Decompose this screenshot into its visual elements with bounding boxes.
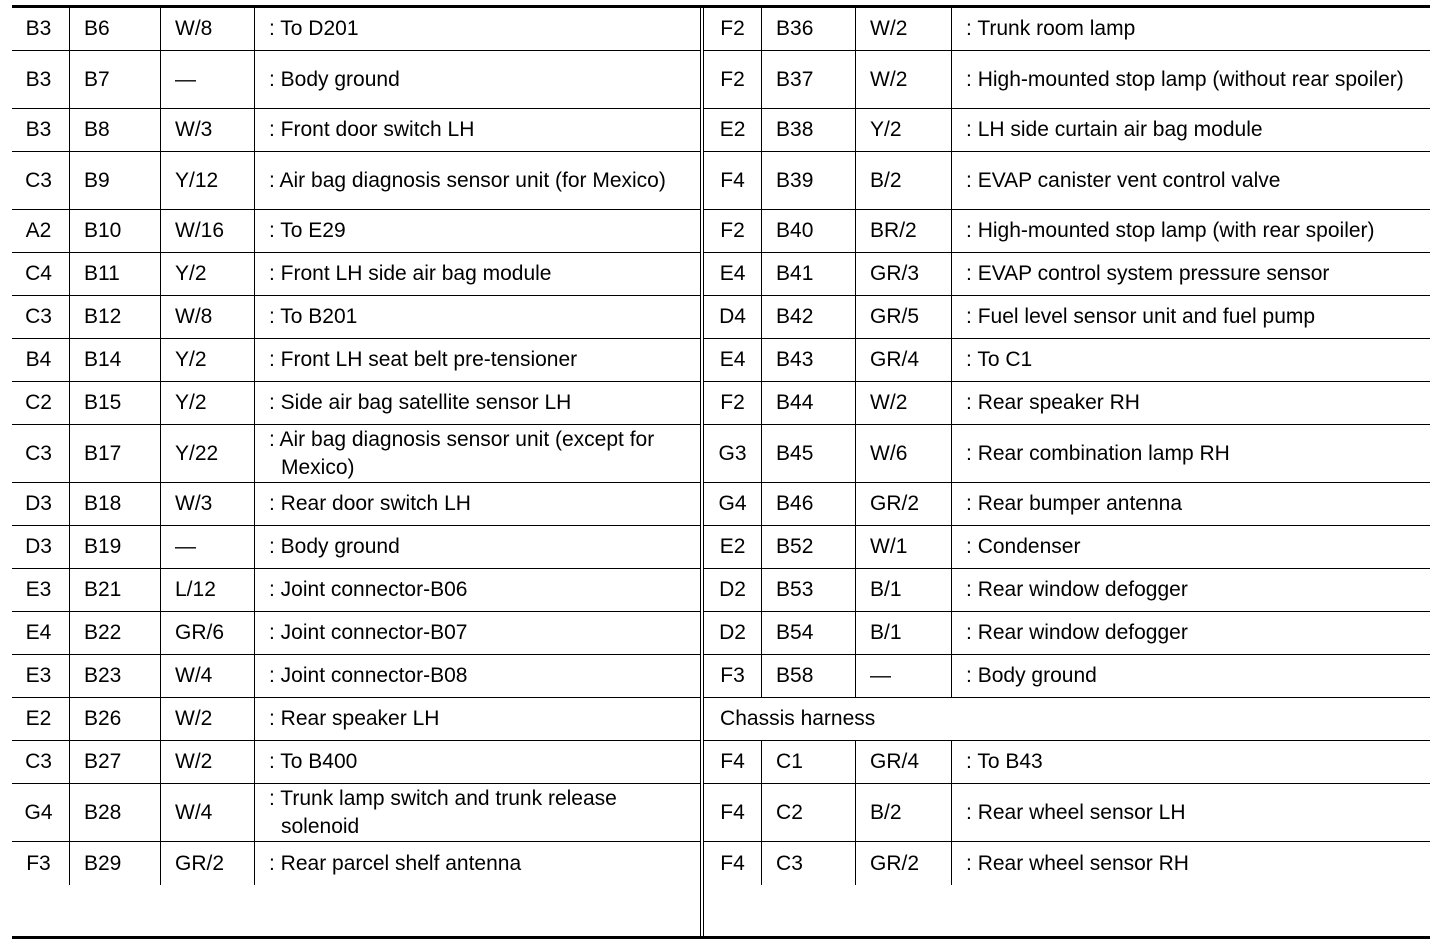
description-text: : Front LH seat belt pre-tensioner: [269, 348, 578, 371]
grid-reference: E4: [12, 612, 70, 654]
description-text: : Rear bumper antenna: [966, 492, 1183, 515]
connector-description: [952, 483, 1430, 525]
description-text: : Rear speaker RH: [966, 391, 1140, 414]
connector-description: [255, 741, 700, 783]
connector-description: [952, 51, 1430, 108]
connector-number: B58: [762, 655, 856, 697]
connector-number: C1: [762, 741, 856, 783]
grid-reference: C4: [12, 253, 70, 295]
grid-reference: F4: [704, 741, 762, 783]
connector-color-pins: GR/6: [161, 612, 255, 654]
connector-number: B54: [762, 612, 856, 654]
table-row: [704, 339, 1430, 382]
connector-description: [952, 339, 1430, 381]
table-row: [12, 253, 700, 296]
table-row: [704, 483, 1430, 526]
grid-reference: G4: [704, 483, 762, 525]
connector-description: [952, 784, 1430, 841]
connector-number: B15: [70, 382, 161, 424]
description-text: : Joint connector-B07: [269, 621, 468, 644]
connector-description: [255, 8, 700, 50]
description-text: : To B201: [269, 305, 358, 328]
connector-color-pins: Y/12: [161, 152, 255, 209]
connector-number: B53: [762, 569, 856, 611]
connector-description: [952, 8, 1430, 50]
connector-color-pins: GR/4: [856, 741, 952, 783]
connector-color-pins: W/6: [856, 425, 952, 482]
connector-description: [255, 425, 700, 482]
description-text: : Side air bag satellite sensor LH: [269, 391, 572, 414]
connector-color-pins: B/1: [856, 569, 952, 611]
connector-color-pins: —: [161, 51, 255, 108]
connector-color-pins: W/8: [161, 8, 255, 50]
connector-number: B19: [70, 526, 161, 568]
connector-color-pins: W/2: [856, 8, 952, 50]
connector-number: B6: [70, 8, 161, 50]
connector-number: B52: [762, 526, 856, 568]
connector-description: [952, 526, 1430, 568]
connector-color-pins: B/1: [856, 612, 952, 654]
connector-list-table: [12, 5, 1430, 939]
connector-description: [255, 569, 700, 611]
table-row: [704, 296, 1430, 339]
connector-color-pins: GR/2: [856, 842, 952, 885]
grid-reference: E2: [704, 526, 762, 568]
table-row: [704, 152, 1430, 210]
table-row: [704, 526, 1430, 569]
table-row: [12, 51, 700, 109]
description-text: : EVAP control system pressure sensor: [966, 262, 1330, 285]
table-row: [704, 382, 1430, 425]
description-text: : Body ground: [269, 535, 400, 558]
grid-reference: E3: [12, 569, 70, 611]
connector-color-pins: Y/2: [856, 109, 952, 151]
table-row: [12, 210, 700, 253]
connector-color-pins: W/4: [161, 655, 255, 697]
connector-color-pins: W/3: [161, 109, 255, 151]
table-right-half: [704, 8, 1430, 936]
connector-color-pins: B/2: [856, 784, 952, 841]
connector-number: B46: [762, 483, 856, 525]
description-text: : Rear window defogger: [966, 621, 1188, 644]
connector-number: C3: [762, 842, 856, 885]
connector-number: B14: [70, 339, 161, 381]
description-text: : Front LH side air bag module: [269, 262, 552, 285]
grid-reference: D4: [704, 296, 762, 338]
connector-color-pins: W/2: [856, 51, 952, 108]
table-row: [12, 382, 700, 425]
description-text: : Rear door switch LH: [269, 492, 471, 515]
table-row: [704, 612, 1430, 655]
connector-color-pins: W/8: [161, 296, 255, 338]
grid-reference: B4: [12, 339, 70, 381]
table-row: [704, 784, 1430, 842]
description-text: : Trunk room lamp: [966, 17, 1136, 40]
connector-number: B42: [762, 296, 856, 338]
grid-reference: C3: [12, 152, 70, 209]
description-text: : High-mounted stop lamp (without rear spoiler): [966, 67, 1404, 91]
description-text: : Front door switch LH: [269, 118, 475, 141]
connector-number: B37: [762, 51, 856, 108]
connector-description: [952, 152, 1430, 209]
connector-color-pins: W/16: [161, 210, 255, 252]
connector-description: [255, 526, 700, 568]
table-row: [704, 425, 1430, 483]
connector-number: B9: [70, 152, 161, 209]
connector-color-pins: W/2: [161, 698, 255, 740]
section-header-row: [704, 698, 1430, 741]
table-row: [704, 655, 1430, 698]
connector-color-pins: BR/2: [856, 210, 952, 252]
connector-number: B40: [762, 210, 856, 252]
table-row: [12, 569, 700, 612]
grid-reference: F2: [704, 382, 762, 424]
description-text: : Joint connector-B06: [269, 578, 468, 601]
connector-description: [255, 339, 700, 381]
grid-reference: G4: [12, 784, 70, 841]
connector-color-pins: Y/2: [161, 339, 255, 381]
grid-reference: C3: [12, 425, 70, 482]
connector-number: B38: [762, 109, 856, 151]
connector-number: B29: [70, 842, 161, 885]
table-row: [704, 109, 1430, 152]
connector-number: B39: [762, 152, 856, 209]
grid-reference: D2: [704, 612, 762, 654]
connector-description: [952, 612, 1430, 654]
connector-color-pins: W/4: [161, 784, 255, 841]
connector-description: [952, 382, 1430, 424]
connector-number: B8: [70, 109, 161, 151]
connector-description: [952, 741, 1430, 783]
grid-reference: F3: [12, 842, 70, 885]
connector-number: B10: [70, 210, 161, 252]
grid-reference: F4: [704, 784, 762, 841]
description-text: : Rear wheel sensor RH: [966, 851, 1189, 875]
connector-description: [255, 784, 700, 841]
connector-number: B21: [70, 569, 161, 611]
connector-number: B36: [762, 8, 856, 50]
table-row: [704, 569, 1430, 612]
connector-description: [255, 152, 700, 209]
grid-reference: C3: [12, 296, 70, 338]
description-text: : To C1: [966, 348, 1033, 371]
connector-description: [952, 253, 1430, 295]
grid-reference: F2: [704, 51, 762, 108]
table-row: [12, 784, 700, 842]
grid-reference: B3: [12, 109, 70, 151]
description-text: : Body ground: [269, 67, 400, 91]
connector-number: B28: [70, 784, 161, 841]
connector-description: [255, 51, 700, 108]
grid-reference: E2: [12, 698, 70, 740]
grid-reference: B3: [12, 51, 70, 108]
connector-description: [952, 210, 1430, 252]
grid-reference: F2: [704, 8, 762, 50]
grid-reference: E3: [12, 655, 70, 697]
connector-description: [952, 109, 1430, 151]
description-text: : To D201: [269, 17, 359, 40]
connector-description: [255, 842, 700, 885]
connector-description: [255, 296, 700, 338]
grid-reference: B3: [12, 8, 70, 50]
description-text: : Air bag diagnosis sensor unit (for Mexico): [269, 168, 666, 192]
grid-reference: C2: [12, 382, 70, 424]
grid-reference: F4: [704, 152, 762, 209]
connector-description: [952, 842, 1430, 885]
connector-color-pins: W/2: [161, 741, 255, 783]
connector-color-pins: W/1: [856, 526, 952, 568]
description-text: : Condenser: [966, 535, 1081, 558]
connector-number: C2: [762, 784, 856, 841]
connector-color-pins: —: [161, 526, 255, 568]
grid-reference: F2: [704, 210, 762, 252]
grid-reference: A2: [12, 210, 70, 252]
connector-color-pins: L/12: [161, 569, 255, 611]
table-row: [704, 210, 1430, 253]
connector-number: B23: [70, 655, 161, 697]
connector-description: [255, 109, 700, 151]
connector-number: B26: [70, 698, 161, 740]
connector-color-pins: GR/5: [856, 296, 952, 338]
connector-description: [255, 655, 700, 697]
connector-description: [952, 296, 1430, 338]
grid-reference: C3: [12, 741, 70, 783]
table-row: [12, 152, 700, 210]
table-row: [12, 526, 700, 569]
connector-description: [255, 210, 700, 252]
table-row: [704, 51, 1430, 109]
table-row: [12, 425, 700, 483]
table-row: [12, 741, 700, 784]
description-text: : To E29: [269, 219, 346, 242]
grid-reference: E4: [704, 339, 762, 381]
description-text: : Rear speaker LH: [269, 707, 440, 730]
table-row: [12, 296, 700, 339]
connector-description: [952, 569, 1430, 611]
connector-number: B7: [70, 51, 161, 108]
description-text: : To B43: [966, 750, 1043, 773]
connector-color-pins: GR/3: [856, 253, 952, 295]
connector-description: [255, 612, 700, 654]
connector-description: [952, 655, 1430, 697]
connector-number: B11: [70, 253, 161, 295]
table-row: [12, 8, 700, 51]
table-left-half: [12, 8, 704, 936]
connector-number: B22: [70, 612, 161, 654]
connector-color-pins: B/2: [856, 152, 952, 209]
connector-color-pins: Y/22: [161, 425, 255, 482]
connector-number: B17: [70, 425, 161, 482]
table-row: [704, 8, 1430, 51]
connector-number: B43: [762, 339, 856, 381]
description-text: : Rear parcel shelf antenna: [269, 851, 522, 875]
description-text: : High-mounted stop lamp (with rear spoiler): [966, 219, 1375, 242]
description-text: : Air bag diagnosis sensor unit (except for Mexico): [269, 427, 655, 479]
connector-number: B45: [762, 425, 856, 482]
table-row: [12, 612, 700, 655]
connector-description: [952, 425, 1430, 482]
description-text: : Joint connector-B08: [269, 664, 468, 687]
description-text: : Trunk lamp switch and trunk release solenoid: [269, 786, 617, 838]
connector-description: [255, 253, 700, 295]
connector-color-pins: W/2: [856, 382, 952, 424]
connector-description: [255, 698, 700, 740]
grid-reference: E4: [704, 253, 762, 295]
description-text: : Rear wheel sensor LH: [966, 800, 1186, 824]
connector-color-pins: —: [856, 655, 952, 697]
connector-color-pins: GR/2: [856, 483, 952, 525]
connector-number: B27: [70, 741, 161, 783]
description-text: : LH side curtain air bag module: [966, 118, 1263, 141]
table-row: [704, 253, 1430, 296]
grid-reference: F4: [704, 842, 762, 885]
section-title: Chassis harness: [720, 707, 876, 730]
table-row: [12, 339, 700, 382]
connector-color-pins: Y/2: [161, 382, 255, 424]
description-text: : To B400: [269, 750, 358, 773]
connector-description: [255, 483, 700, 525]
connector-color-pins: GR/4: [856, 339, 952, 381]
description-text: : Fuel level sensor unit and fuel pump: [966, 305, 1316, 328]
grid-reference: D2: [704, 569, 762, 611]
connector-color-pins: W/3: [161, 483, 255, 525]
description-text: : Rear window defogger: [966, 578, 1188, 601]
grid-reference: D3: [12, 526, 70, 568]
connector-number: B44: [762, 382, 856, 424]
table-row: [12, 655, 700, 698]
description-text: : Body ground: [966, 664, 1097, 687]
connector-number: B41: [762, 253, 856, 295]
connector-color-pins: GR/2: [161, 842, 255, 885]
connector-description: [255, 382, 700, 424]
description-text: : EVAP canister vent control valve: [966, 168, 1281, 192]
grid-reference: F3: [704, 655, 762, 697]
description-text: : Rear combination lamp RH: [966, 441, 1230, 465]
table-row: [704, 842, 1430, 885]
table-row: [12, 842, 700, 885]
grid-reference: G3: [704, 425, 762, 482]
grid-reference: D3: [12, 483, 70, 525]
grid-reference: E2: [704, 109, 762, 151]
connector-color-pins: Y/2: [161, 253, 255, 295]
connector-number: B12: [70, 296, 161, 338]
table-row: [704, 741, 1430, 784]
table-row: [12, 483, 700, 526]
table-row: [12, 109, 700, 152]
table-row: [12, 698, 700, 741]
connector-number: B18: [70, 483, 161, 525]
